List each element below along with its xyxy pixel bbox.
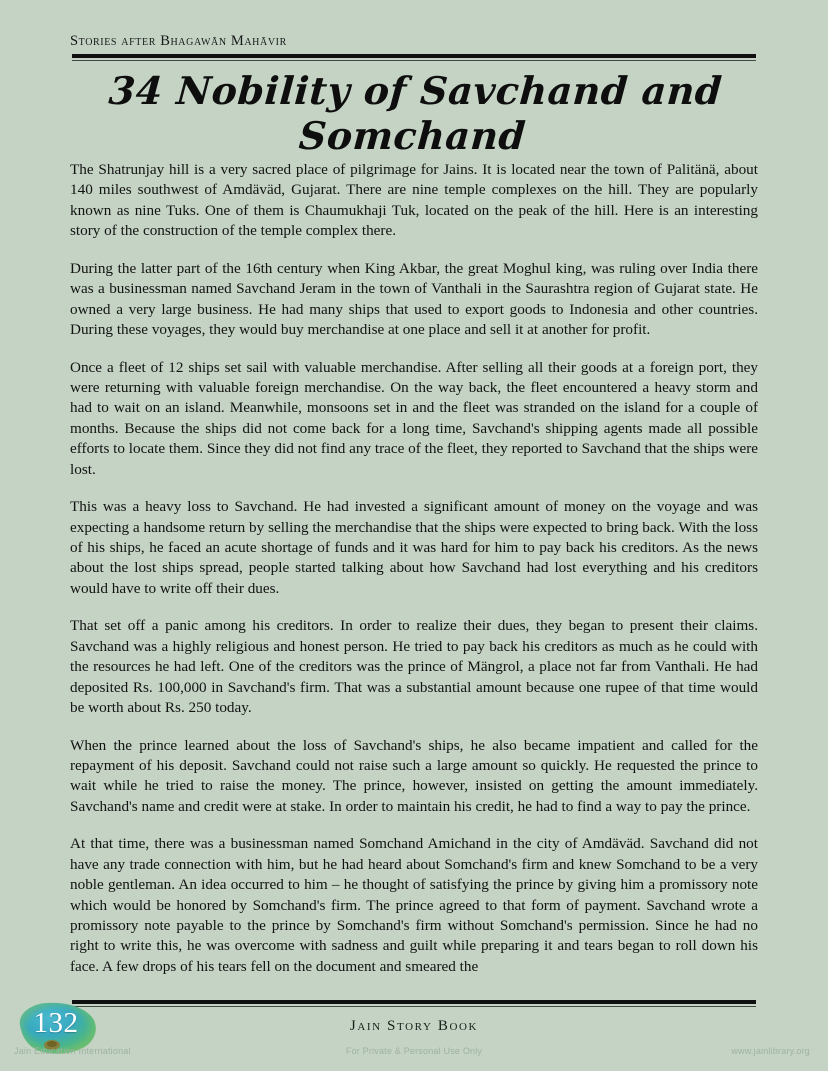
header-divider-thin — [72, 60, 756, 61]
footer-divider-thin — [72, 1006, 756, 1007]
watermark-center: For Private & Personal Use Only — [345, 1046, 483, 1056]
paragraph: At that time, there was a businessman named Somchand Amichand in the city of Amdäväd. Savchand did not have any trade connection with him, but he had heard about Somchand's firm and knew Somchand to be a very noble gentleman. An idea occurred to him – he thought of satisfying the prince by giving him a promissory note which would be honored by Somchand's firm. The prince agreed to that form of payment. Savchand wrote a promissory note payable to the prince by Somchand's firm without Somchand's permission. Since he had no right to write this, he was overcome with sadness and guilt while preparing it and tears began to roll down his face. A few drops of his tears fell on the document and smeared the — [70, 835, 758, 975]
body-text-column — [70, 160, 758, 977]
page-number: 132 — [33, 1007, 79, 1039]
header-divider — [72, 54, 756, 61]
paragraph: That set off a panic among his creditors. In order to realize their dues, they began to present their claims. Savchand was a highly religious and honest person. He tried to pay back his creditors as much as he could with the resources he had left. One of the creditors was the prince of Mängrol, a place not far from Vanthali. He had deposited Rs. 100,000 in Savchand's firm. That was a substantial amount because one rupee of that time would be worth about Rs. 250 today. — [70, 617, 758, 717]
running-head-text: Stories after Bhagawān Mahāvir — [70, 33, 287, 49]
watermark-left: Jain Education International — [14, 1046, 131, 1056]
running-head — [70, 33, 760, 50]
chapter-title: 34 Nobility of Savchand and Somchand — [107, 68, 724, 158]
paragraph: The Shatrunjay hill is a very sacred place of pilgrimage for Jains. It is located near the town of Palitänä, about 140 miles southwest of Amdäväd, Gujarat. There are nine temple complexes on the hill. They are popularly known as nine Tuks. One of them is Chaumukhaji Tuk, located on the peak of the hill. Here is an interesting story of the construction of the temple complex there. — [70, 161, 758, 240]
footer-divider-thick — [72, 1000, 756, 1004]
footer-book-title: Jain Story Book — [349, 1018, 479, 1034]
footer-divider — [72, 1000, 756, 1007]
watermark-right: www.jainlibrary.org — [731, 1046, 810, 1056]
paragraph: During the latter part of the 16th century when King Akbar, the great Moghul king, was ruling over India there was a businessman named Savchand Jeram in the town of Vanthali in the Saurashtra region of Gujarat state. He owned a very large business. He had many ships that used to export goods to Indonesia and other countries. During these voyages, they would buy merchandise at one place and sell it at another for profit. — [70, 259, 758, 339]
paragraph: This was a heavy loss to Savchand. He had invested a significant amount of money on the voyage and was expecting a handsome return by selling the merchandise that the ships were expected to bring back. With the loss of his ships, he faced an acute shortage of funds and it was hard for him to pay back his creditors. As the news about the lost ships spread, people started talking about how Savchand had lost everything and his creditors would have to write off their dues. — [70, 498, 758, 597]
paragraph: Once a fleet of 12 ships set sail with valuable merchandise. After selling all their goods at a foreign port, they were returning with valuable foreign merchandise. On the way back, the fleet encountered a heavy storm and had to wait on an island. Meanwhile, monsoons set in and the fleet was stranded on the island for a couple of months. Because the ships did not come back for a long time, Savchand's shipping agents made all possible efforts to locate them. Since they did not find any trace of the fleet, they reported to Savchand that the ships were lost. — [70, 358, 758, 478]
header-divider-thick — [72, 54, 756, 58]
paragraph: When the prince learned about the loss of Savchand's ships, he also became impatient and called for the repayment of his deposit. Savchand could not raise such a large amount so quickly. He requested the prince to wait while he tried to raise the money. The prince, however, insisted on getting the amount immediately. Savchand's name and credit were at stake. In order to maintain his credit, he had to find a way to pay the prince. — [70, 736, 758, 815]
